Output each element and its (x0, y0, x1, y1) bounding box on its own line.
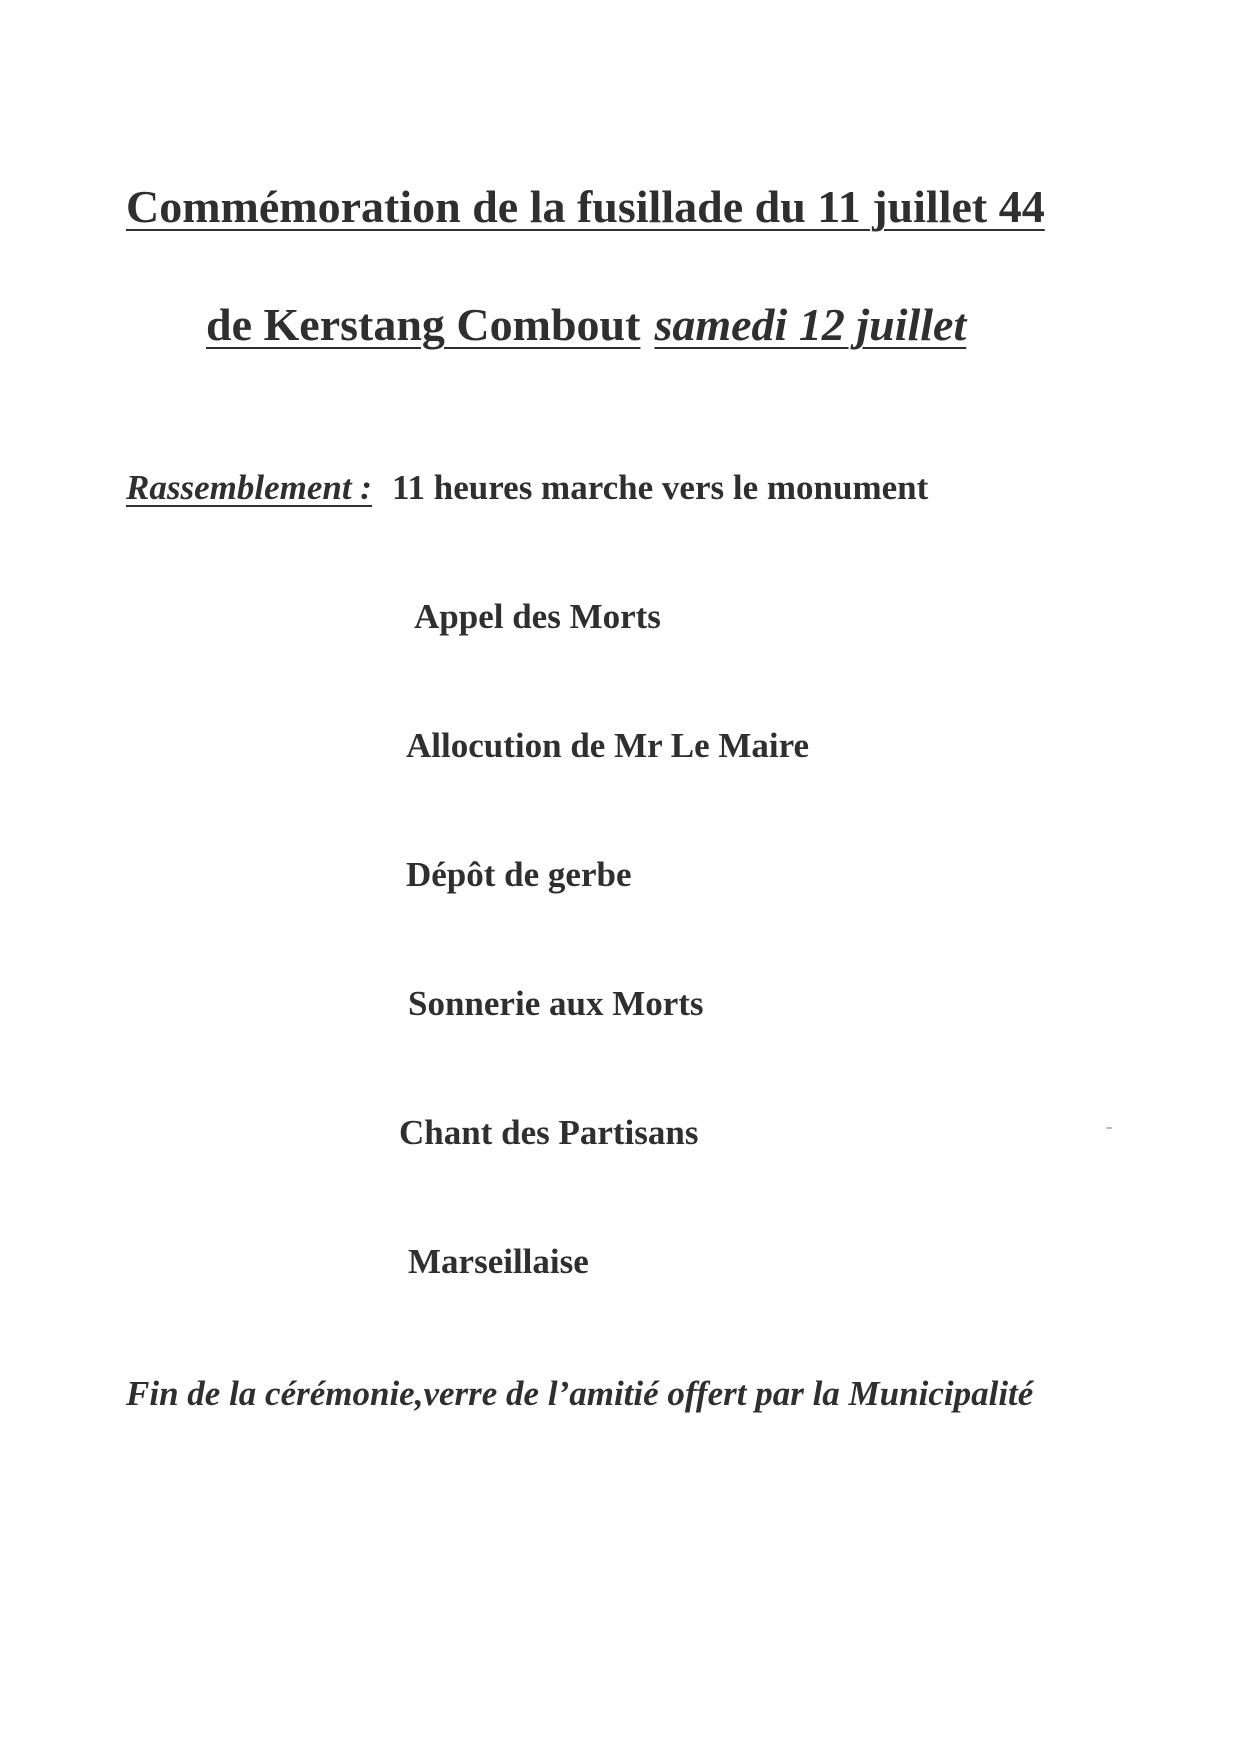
closing-text: Fin de la cérémonie,verre de l’amitié offert par la Municipalité (126, 1374, 1034, 1413)
title-line-1: Commémoration de la fusillade du 11 juillet 44 (126, 181, 1045, 232)
program-item-sonnerie: Sonnerie aux Morts (408, 984, 704, 1023)
gathering-text: 11 heures marche vers le monument (391, 468, 929, 507)
program-item-chant: Chant des Partisans (399, 1113, 699, 1152)
title-place: de Kerstang Combout (206, 299, 641, 350)
program-item-appel: Appel des Morts (414, 597, 661, 636)
title-date: samedi 12 juillet (654, 299, 967, 350)
gathering-line (126, 470, 928, 505)
title-line-2 (198, 299, 967, 350)
program-item-marseillaise: Marseillaise (408, 1242, 589, 1281)
program-item-allocution: Allocution de Mr Le Maire (406, 726, 810, 765)
gathering-label: Rassemblement : (126, 468, 372, 507)
program-item-depot: Dépôt de gerbe (406, 855, 632, 894)
scan-speck (1106, 1127, 1112, 1129)
